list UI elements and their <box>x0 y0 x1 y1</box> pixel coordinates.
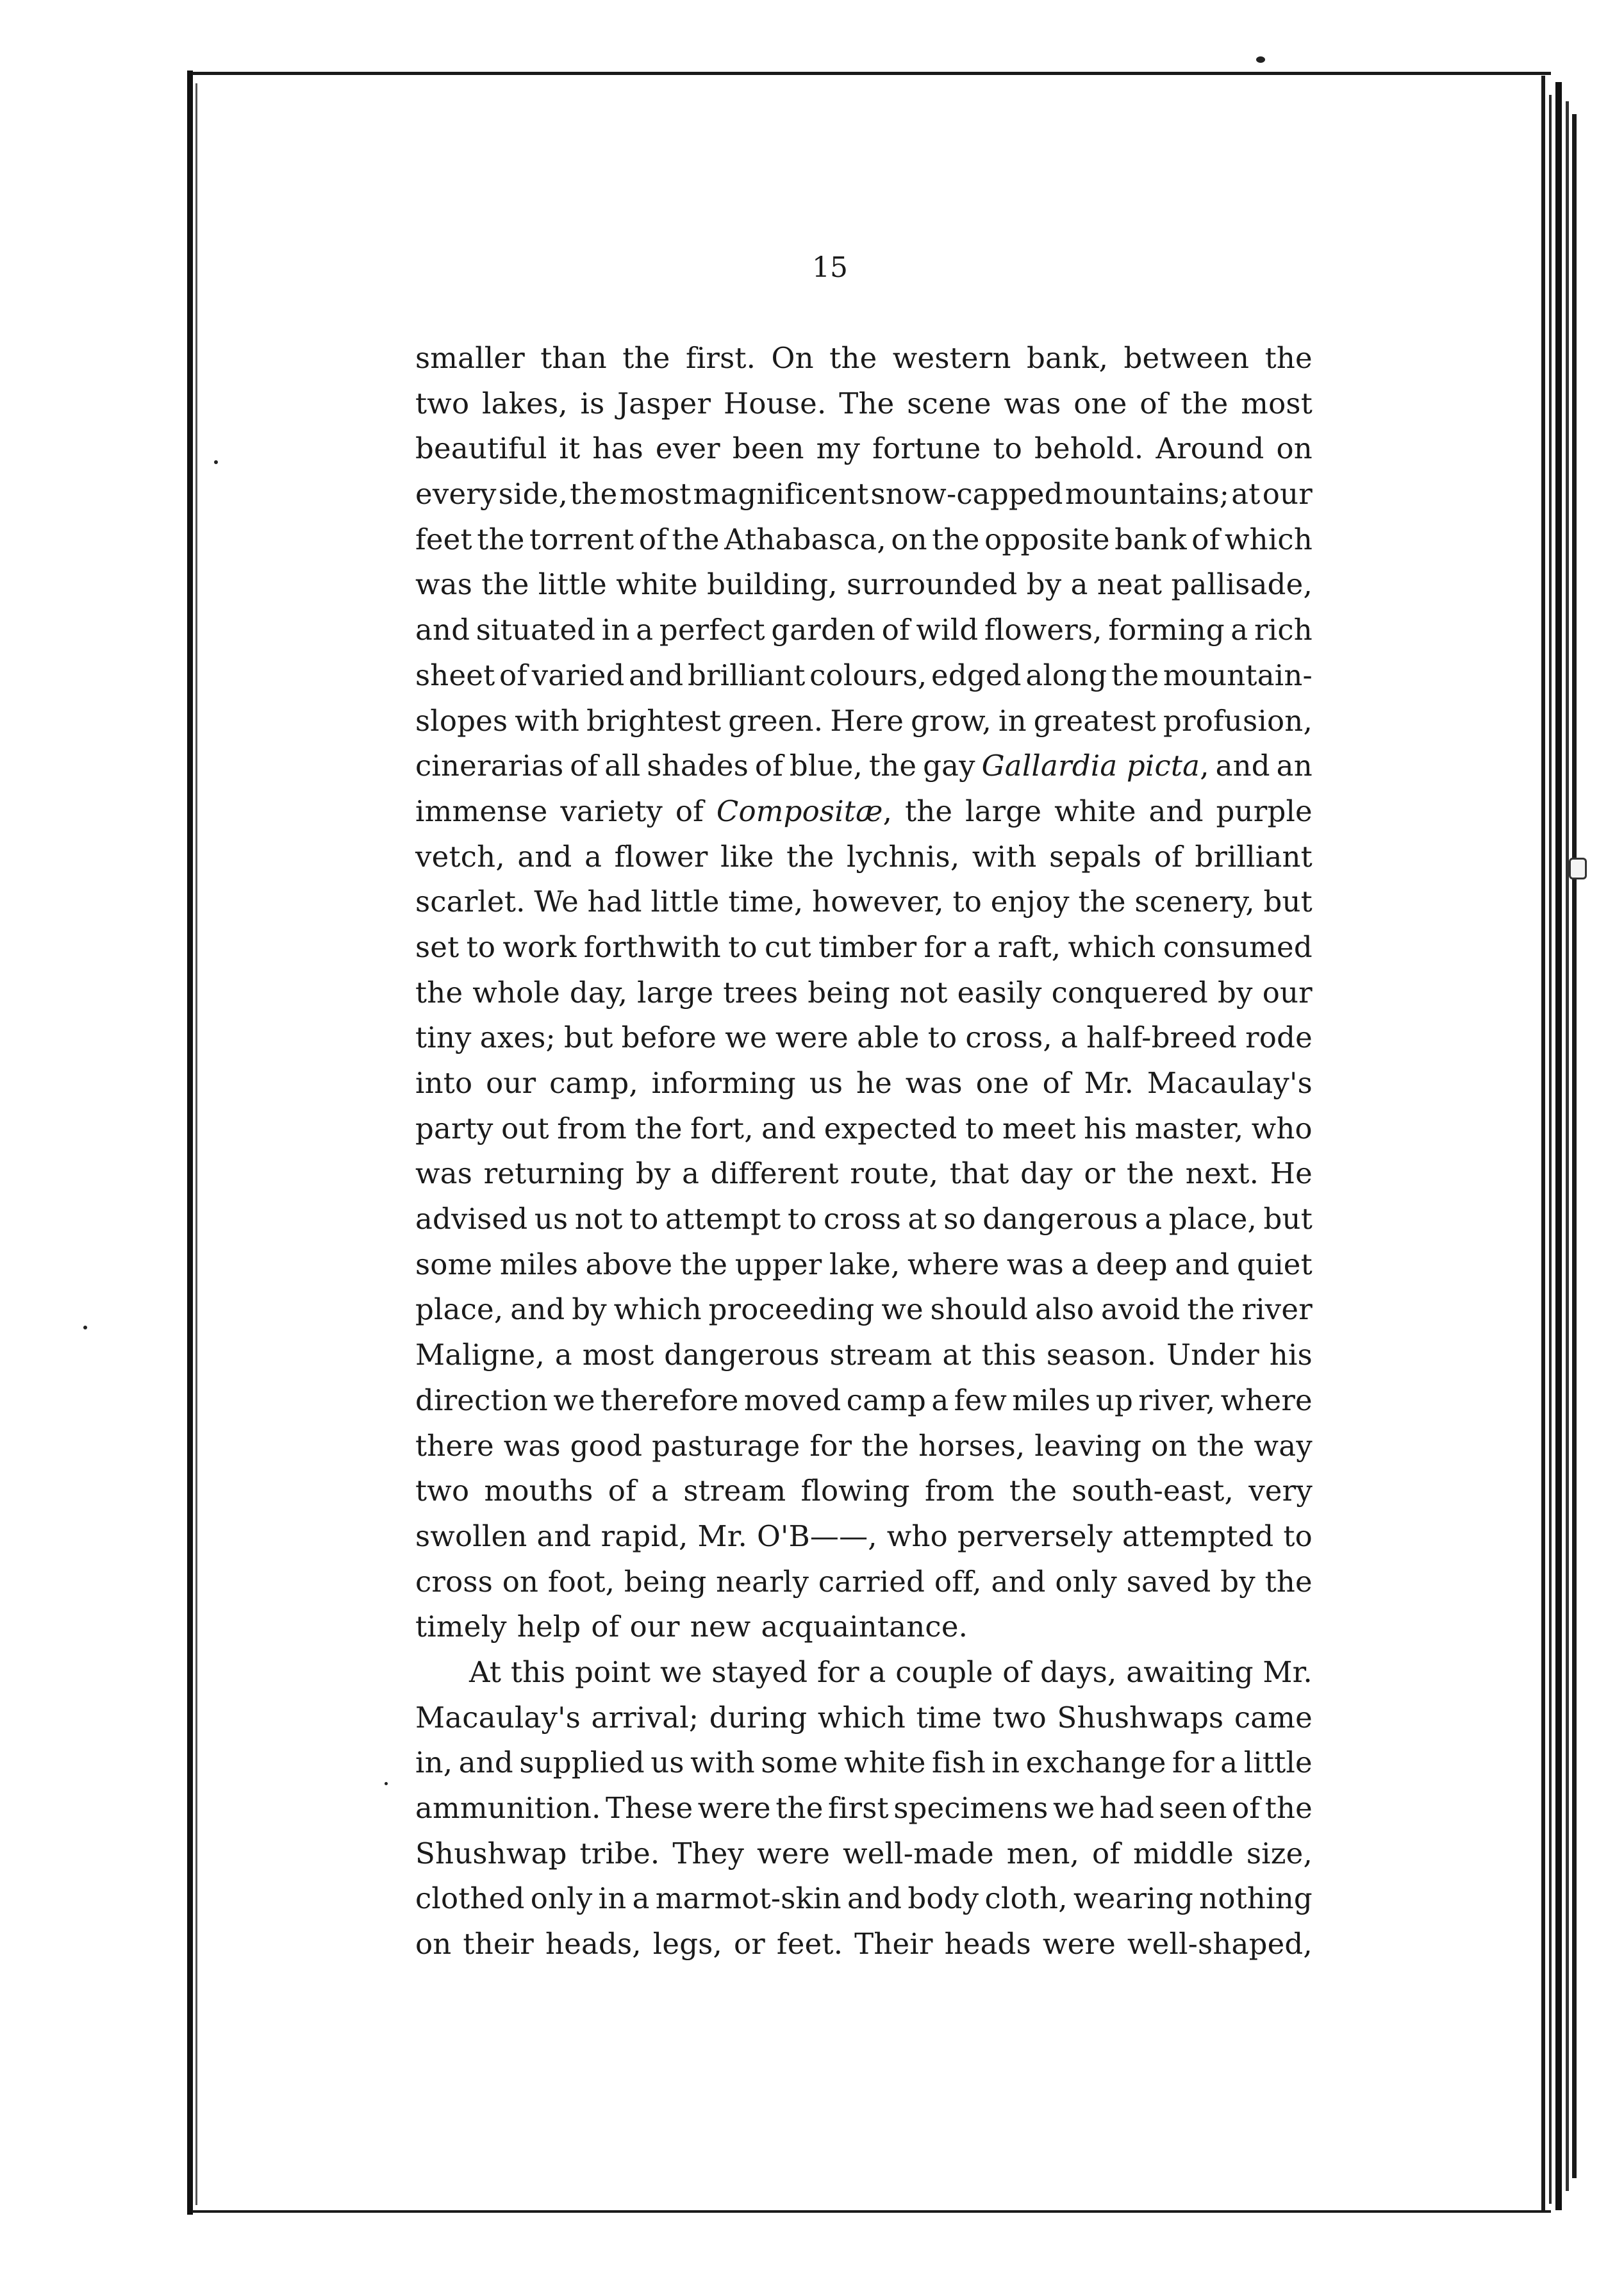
scan-speck <box>1569 858 1587 879</box>
page-gutter-shadow <box>187 71 193 2215</box>
body-text <box>415 336 1313 1967</box>
text-line: direction we therefore moved camp a few miles up river, where <box>415 1383 1313 1417</box>
text-line: Macaulay's arrival; during which time two Shushwaps came <box>415 1700 1313 1735</box>
page-number: 15 <box>812 251 848 284</box>
text-line: on their heads, legs, or feet. Their heads were well-shaped, <box>415 1927 1313 1961</box>
text-line: cross on foot, being nearly carried off, and only saved by the <box>415 1564 1313 1599</box>
text-line: every side, the most magnificent snow-capped mountains; at our <box>415 477 1313 512</box>
text-line: the whole day, large trees being not easily conquered by our <box>415 975 1313 1010</box>
text-line: beautiful it has ever been my fortune to behold. Around on <box>415 431 1313 466</box>
text-line: tiny axes; but before we were able to cross, a half-breed rode <box>415 1020 1313 1055</box>
text-line: Maligne, a most dangerous stream at this season. Under his <box>415 1338 1313 1372</box>
text-line: set to work forthwith to cut timber for a raft, which consumed <box>415 929 1313 964</box>
page-gutter-line <box>195 83 197 2205</box>
scan-speck <box>83 1326 87 1329</box>
scan-speck <box>1256 56 1265 63</box>
text-line: timely help of our new acquaintance. <box>415 1610 968 1644</box>
text-line: smaller than the first. On the western bank, between the <box>415 341 1313 375</box>
text-line: sheet of varied and brilliant colours, edged along the mountain- <box>415 658 1313 692</box>
text-line: was returning by a different route, that day or the next. He <box>415 1156 1313 1191</box>
text-line: vetch, and a flower like the lychnis, with sepals of brilliant <box>415 839 1313 874</box>
text-line: At this point we stayed for a couple of days, awaiting Mr. <box>469 1654 1313 1689</box>
facing-page-margin <box>0 58 186 2231</box>
text-line: and situated in a perfect garden of wild flowers, forming a rich <box>415 613 1313 647</box>
text-line: two mouths of a stream flowing from the south-east, very <box>415 1474 1313 1508</box>
scan-speck <box>214 460 218 464</box>
text-line: slopes with brightest green. Here grow, in greatest profusion, <box>415 703 1313 738</box>
scan-speck <box>385 1782 388 1785</box>
text-line: party out from the fort, and expected to meet his master, who <box>415 1111 1313 1145</box>
text-line: in, and supplied us with some white fish in exchange for a little <box>415 1745 1313 1780</box>
text-line: some miles above the upper lake, where was a deep and quiet <box>415 1247 1313 1281</box>
text-line: clothed only in a marmot-skin and body cloth, wearing nothing <box>415 1881 1313 1916</box>
text-line: there was good pasturage for the horses, leaving on the way <box>415 1428 1313 1463</box>
text-line: place, and by which proceeding we should also avoid the river <box>415 1292 1313 1327</box>
page-bottom-edge <box>192 2210 1551 2213</box>
text-line: ammunition. These were the first specimens we had seen of the <box>415 1791 1313 1825</box>
text-line: was the little white building, surrounded by a neat pallisade, <box>415 567 1313 602</box>
text-line: swollen and rapid, Mr. O'B——, who perversely attempted to <box>415 1519 1313 1553</box>
page-top-edge <box>192 72 1551 75</box>
text-line: advised us not to attempt to cross at so dangerous a place, but <box>415 1202 1313 1237</box>
page-stack-edges <box>1541 76 1580 2210</box>
text-line: cinerarias of all shades of blue, the gay Gallardia picta, and an <box>415 749 1313 783</box>
text-line: two lakes, is Jasper House. The scene was one of the most <box>415 386 1313 421</box>
text-line: into our camp, informing us he was one of Mr. Macaulay's <box>415 1066 1313 1100</box>
text-line: scarlet. We had little time, however, to enjoy the scenery, but <box>415 885 1313 919</box>
text-line: feet the torrent of the Athabasca, on the opposite bank of which <box>415 522 1313 556</box>
text-line: Shushwap tribe. They were well-made men, of middle size, <box>415 1836 1313 1870</box>
text-line: immense variety of Compositæ, the large white and purple <box>415 794 1313 828</box>
